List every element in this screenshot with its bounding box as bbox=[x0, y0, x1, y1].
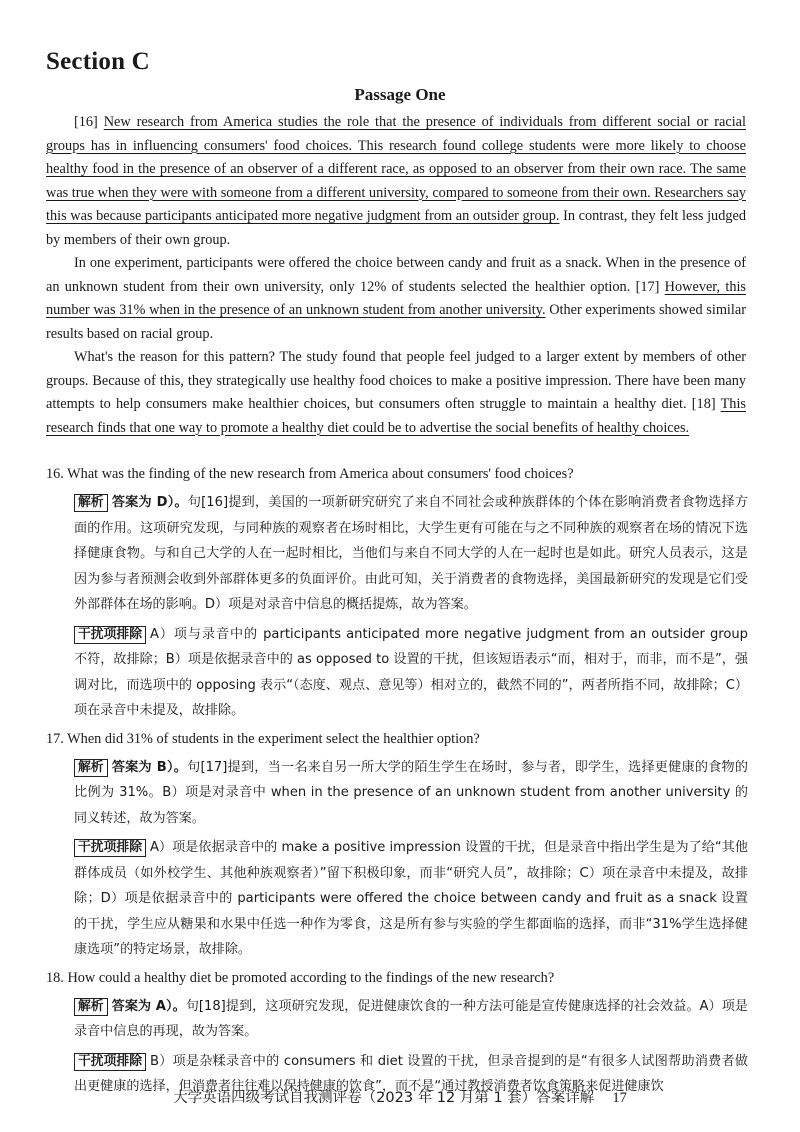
question-item-18 bbox=[46, 967, 748, 1100]
marker-17: [17] bbox=[635, 278, 660, 295]
plain-sentence: What's the reason for this pattern? The study found that people feel judged to a larger extent by members of other groups. Because of this, they strategically use healthy food choices to make a positive impression. There have been many attempts to help consumers make healthier choices, but consumers often struggle to maintain a healthy diet. bbox=[46, 349, 746, 412]
question-item-17 bbox=[46, 728, 748, 963]
section-title: Section C bbox=[46, 48, 150, 75]
distractor-text: A）项是依据录音中的 make a positive impression 设置的干扰，但是录音中指出学生是为了给“其他群体成员（如外校学生、其他种族观察者）”留下积极印象，而非“研究人员”，故排除；C）项在录音中未提及，故排除；D）项是依据录音中的 participants were offered the choice between candy and fruit as a snack 设置的干扰，学生应从糖果和水果中任选一种作为零食，这是所有参与实验的学生都面临的选择，而非“31%学生选择健康选项”的特定场景，故排除。 bbox=[74, 840, 748, 957]
footer-title: 大学英语四级考试自我测评卷（2023 年 12 月第 1 套）答案详解 bbox=[173, 1090, 595, 1106]
analysis-tag: 解析 bbox=[74, 998, 108, 1016]
passage-title: Passage One bbox=[354, 85, 446, 104]
analysis-block bbox=[74, 755, 748, 832]
underlined-key-sentence: New research from America studies the role that the presence of individuals from different social or racial groups has in influencing consumers' food choices. This research found college students were more likely to choose healthy food in the presence of an observer of a different race, as opposed to an observer from their own race. The same was true when they were with someone from a different university, compared to someone from their own. Researchers say this was because participants anticipated more negative judgment from an outsider group. bbox=[46, 114, 746, 224]
distractor-text: A）项与录音中的 participants anticipated more negative judgment from an outsider group 不符，故排除；B）项是依据录音中的 as opposed to 设置的干扰，但该短语表示“而，相对于，而非，而不是”，强调对比，而选项中的 opposing 表示“（态度、观点、意见等）相对立的，截然不同的”，两者所指不同，故排除；C）项在录音中未提及，故排除。 bbox=[74, 626, 748, 718]
answer-label: 答案为 A）。 bbox=[111, 998, 186, 1014]
analysis-text: 句[16]提到，美国的一项新研究研究了来自不同社会或种族群体的个体在影响消费者食物选择方面的作用。这项研究发现，与同种族的观察者在场时相比，大学生更有可能在与之不同种族的观察者在场的情况下选择健康食物。与和自己大学的人在一起时相比，当他们与来自不同大学的人在一起时也是如此。研究人员表示，这是因为参与者预测会收到外部群体更多的负面评价。由此可知，关于消费者的食物选择，美国最新研究的发现是它们受外部群体在场的影响。D）项是对录音中信息的概括提炼，故为答案。 bbox=[74, 495, 748, 612]
analysis-block bbox=[74, 994, 748, 1045]
distractor-block bbox=[74, 622, 748, 724]
distractor-block bbox=[74, 835, 748, 963]
passage-paragraph-2 bbox=[46, 252, 746, 346]
plain-sentence: Other experiments showed similar results based on racial group. bbox=[46, 302, 746, 342]
answer-label: 答案为 B）。 bbox=[111, 759, 188, 775]
plain-sentence: In contrast, they felt less judged by members of their own group. bbox=[46, 208, 746, 248]
page-footer bbox=[0, 1086, 800, 1107]
question-item-16 bbox=[46, 463, 748, 724]
marker-18: [18] bbox=[691, 396, 716, 412]
distractor-tag: 干扰项排除 bbox=[74, 1053, 146, 1071]
marker-16: [16] bbox=[74, 114, 98, 130]
plain-sentence: In one experiment, participants were offered the choice between candy and fruit as a snack. When in the presence of an unknown student from their own university, only 12% of students selected the healthier option. bbox=[46, 255, 746, 295]
analysis-text: 句[17]提到，当一名来自另一所大学的陌生学生在场时，参与者，即学生，选择更健康的食物的比例为 31%。B）项是对录音中 when in the presence of an unknown student from another university 的同义转述，故为答案。 bbox=[74, 759, 748, 826]
distractor-tag: 干扰项排除 bbox=[74, 626, 146, 644]
question-analysis-list bbox=[46, 463, 748, 1104]
passage-paragraph-1 bbox=[46, 111, 746, 252]
question-text: 18. How could a healthy diet be promoted according to the findings of the new research? bbox=[46, 969, 555, 986]
underlined-key-sentence: This research finds that one way to promote a healthy diet could be to advertise the social benefits of healthy choices. bbox=[46, 396, 746, 436]
analysis-tag: 解析 bbox=[74, 494, 108, 512]
passage-paragraph-3 bbox=[46, 346, 746, 440]
question-text: 16. What was the finding of the new research from America about consumers' food choices? bbox=[46, 466, 574, 482]
passage-text bbox=[46, 111, 746, 440]
answer-label: 答案为 D）。 bbox=[111, 495, 188, 510]
underlined-key-sentence: However, this number was 31% when in the presence of an unknown student from another university. bbox=[46, 278, 747, 318]
analysis-tag: 解析 bbox=[74, 759, 108, 777]
distractor-text: B）项是杂糅录音中的 consumers 和 diet 设置的干扰，但录音提到的是“有很多人试图帮助消费者做出更健康的选择，但消费者往往难以保持健康的饮食”，而不是“通过教授消费者饮食策略来促进健康饮 bbox=[74, 1053, 748, 1094]
analysis-text: 句[18]提到，这项研究发现，促进健康饮食的一种方法可能是宣传健康选择的社会效益。A）项是录音中信息的再现，故为答案。 bbox=[74, 998, 748, 1039]
distractor-tag: 干扰项排除 bbox=[74, 839, 146, 857]
analysis-block bbox=[74, 490, 748, 618]
question-text: 17. When did 31% of students in the experiment select the healthier option? bbox=[46, 730, 480, 747]
page-number: 17 bbox=[612, 1090, 627, 1106]
